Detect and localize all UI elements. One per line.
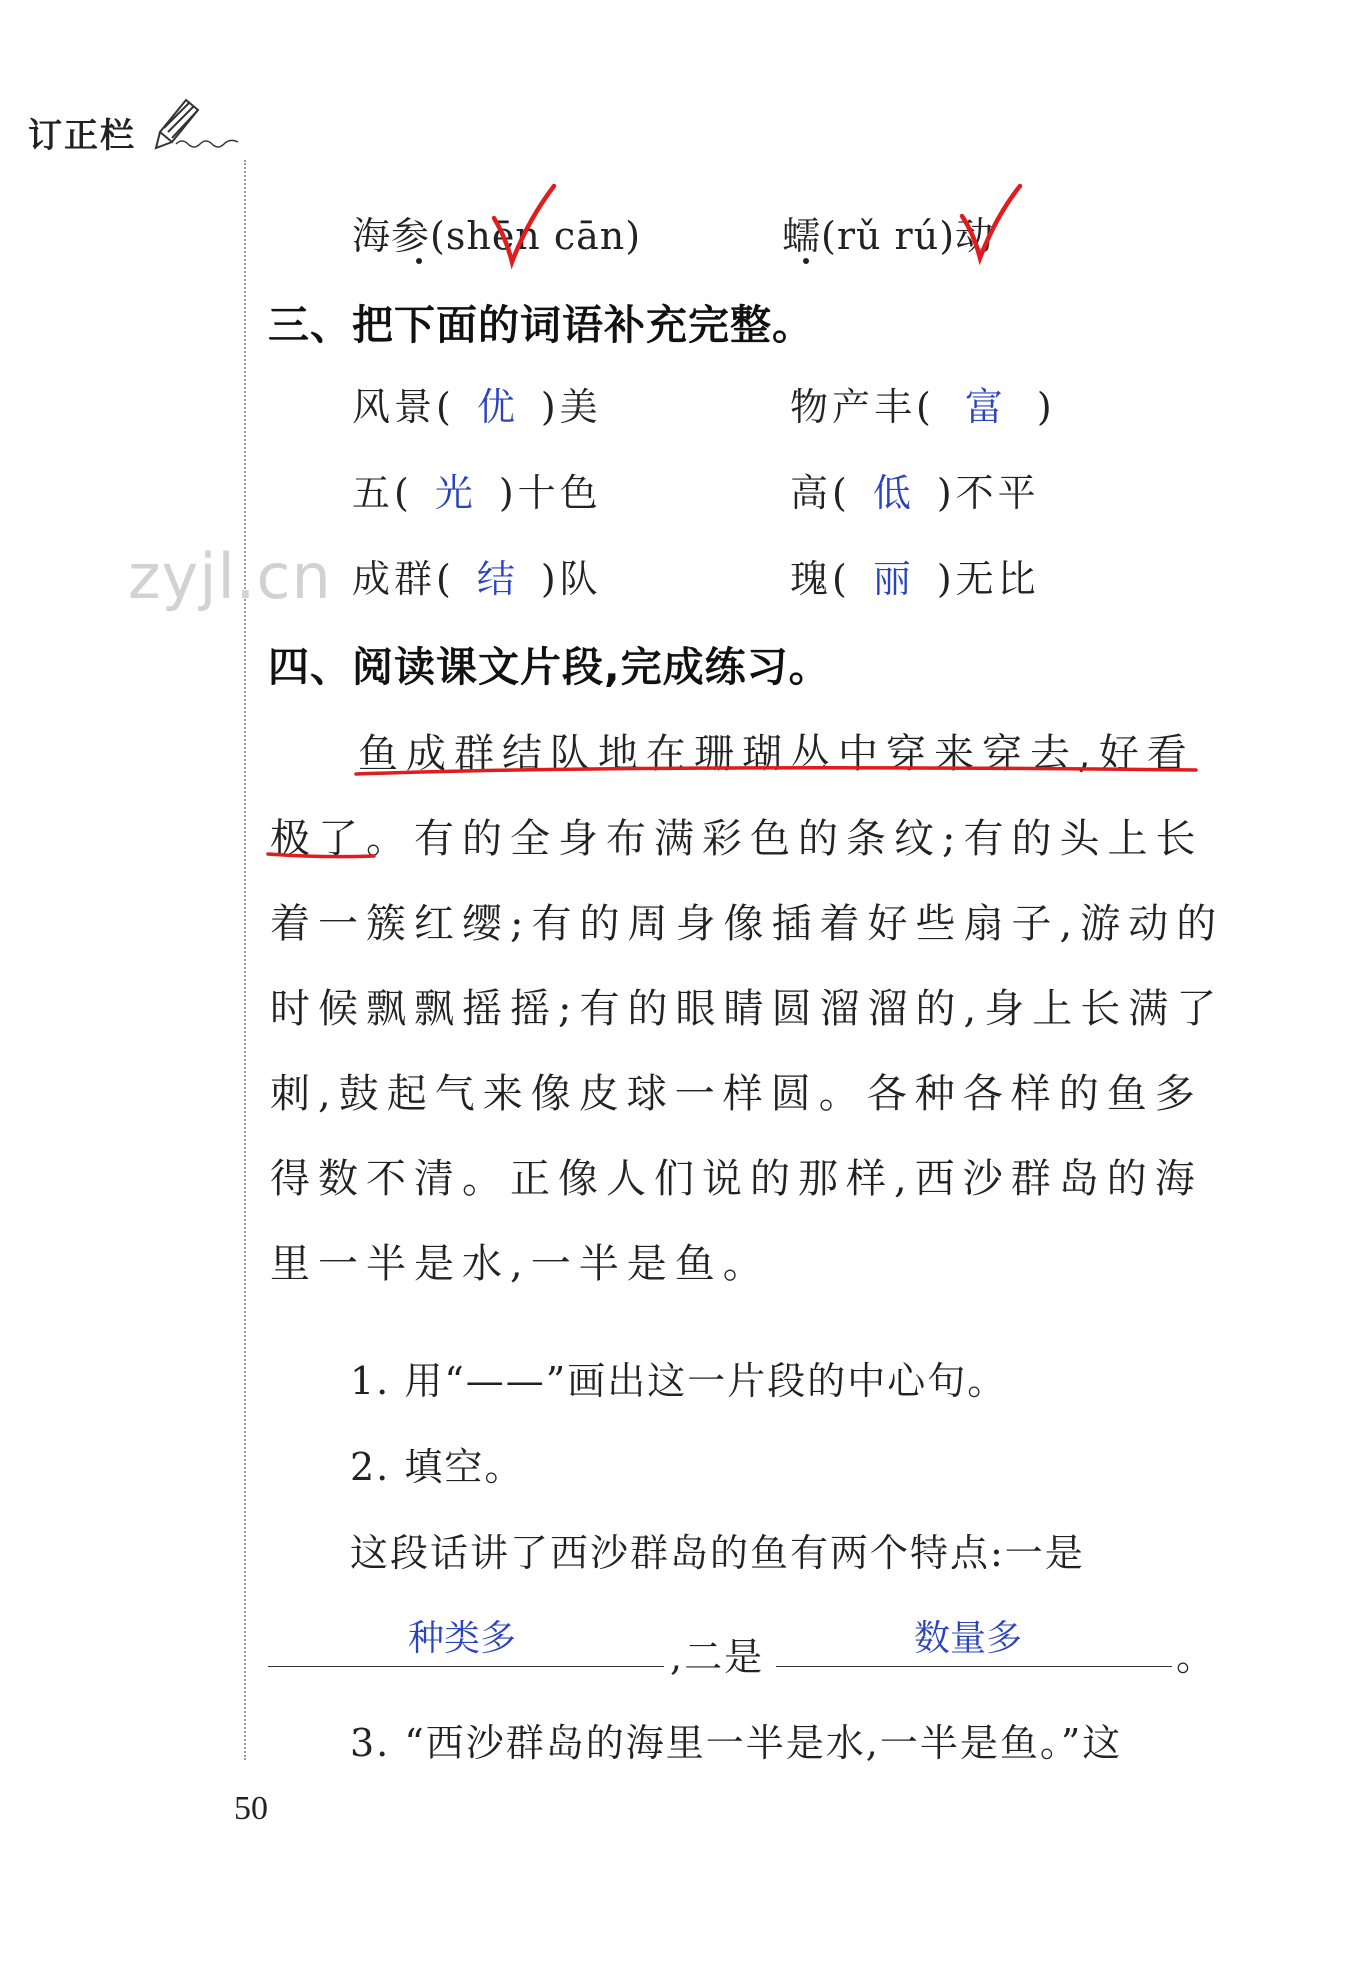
question-2-middle: ,二是 [670,1635,765,1679]
passage-line: 时候飘飘摇摇;有的眼睛圆溜溜的,身上长满了 [270,986,1225,1032]
fill-item-guili: 瑰( 丽 )无比 [790,557,1040,601]
passage-line: 着一簇红缨;有的周身像插着好些扇子,游动的 [270,901,1225,947]
answer-2: 数量多 [914,1618,1023,1659]
emphasis-dot [416,258,422,264]
central-sentence-underline [350,760,1200,780]
fill-item-chengqun: 成群( 结 )队 [352,557,602,601]
pinyin-word: 海参 [352,214,431,258]
passage-line: 得数不清。正像人们说的那样,西沙群岛的海 [270,1156,1203,1202]
question-2: 2. 填空。 [350,1445,525,1489]
answer-text: 优 [476,385,519,429]
pinyin-suffix: 动 [955,214,995,258]
question-1: 1. 用“——”画出这一片段的中心句。 [350,1359,1008,1403]
check-mark-icon [958,180,1028,265]
passage-line: 极了。有的全身布满彩色的条纹;有的头上长 [270,816,1204,862]
answer-blank-2 [776,1666,1172,1667]
central-sentence-underline-end [264,846,384,866]
margin-divider [244,160,246,1760]
answer-1: 种类多 [408,1618,517,1659]
pinyin-word: 蠕 [782,214,822,258]
answer-text: 富 [964,385,1007,429]
pinyin-options: (shēn cān) [430,214,642,258]
correction-column-title: 订正栏 [28,116,136,156]
answer-text: 结 [476,557,519,601]
answer-text: 低 [872,471,915,515]
question-3: 3. “西沙群岛的海里一半是水,一半是鱼。”这 [350,1721,1123,1765]
pencil-icon [152,92,242,152]
emphasis-dot [803,258,809,264]
fill-item-wuguang: 五( 光 )十色 [352,471,602,515]
section-4-heading: 四、阅读课文片段,完成练习。 [268,643,831,691]
fill-item-gaodi: 高( 低 )不平 [790,471,1040,515]
watermark: zyjl.cn [128,540,332,613]
question-2-end: 。 [1176,1635,1217,1679]
pinyin-options: (rǔ rú) [821,214,956,258]
passage-line: 鱼成群结队地在珊瑚丛中穿来穿去,好看 [358,731,1195,777]
answer-text: 丽 [872,557,915,601]
fill-item-fengjing: 风景( 优 )美 [352,385,602,429]
section-3-heading: 三、把下面的词语补充完整。 [268,301,814,349]
passage-line: 刺,鼓起气来像皮球一样圆。各种各样的鱼多 [270,1071,1203,1117]
passage-line: 里一半是水,一半是鱼。 [270,1241,771,1287]
page-number: 50 [234,1790,268,1827]
answer-text: 光 [434,471,477,515]
check-mark-icon [490,180,560,270]
answer-blank-1 [268,1666,664,1667]
reading-passage [270,712,1225,1312]
fill-item-wuchan: 物产丰( 富 ) [790,385,1056,429]
question-2-text: 这段话讲了西沙群岛的鱼有两个特点:一是 [350,1531,1085,1575]
